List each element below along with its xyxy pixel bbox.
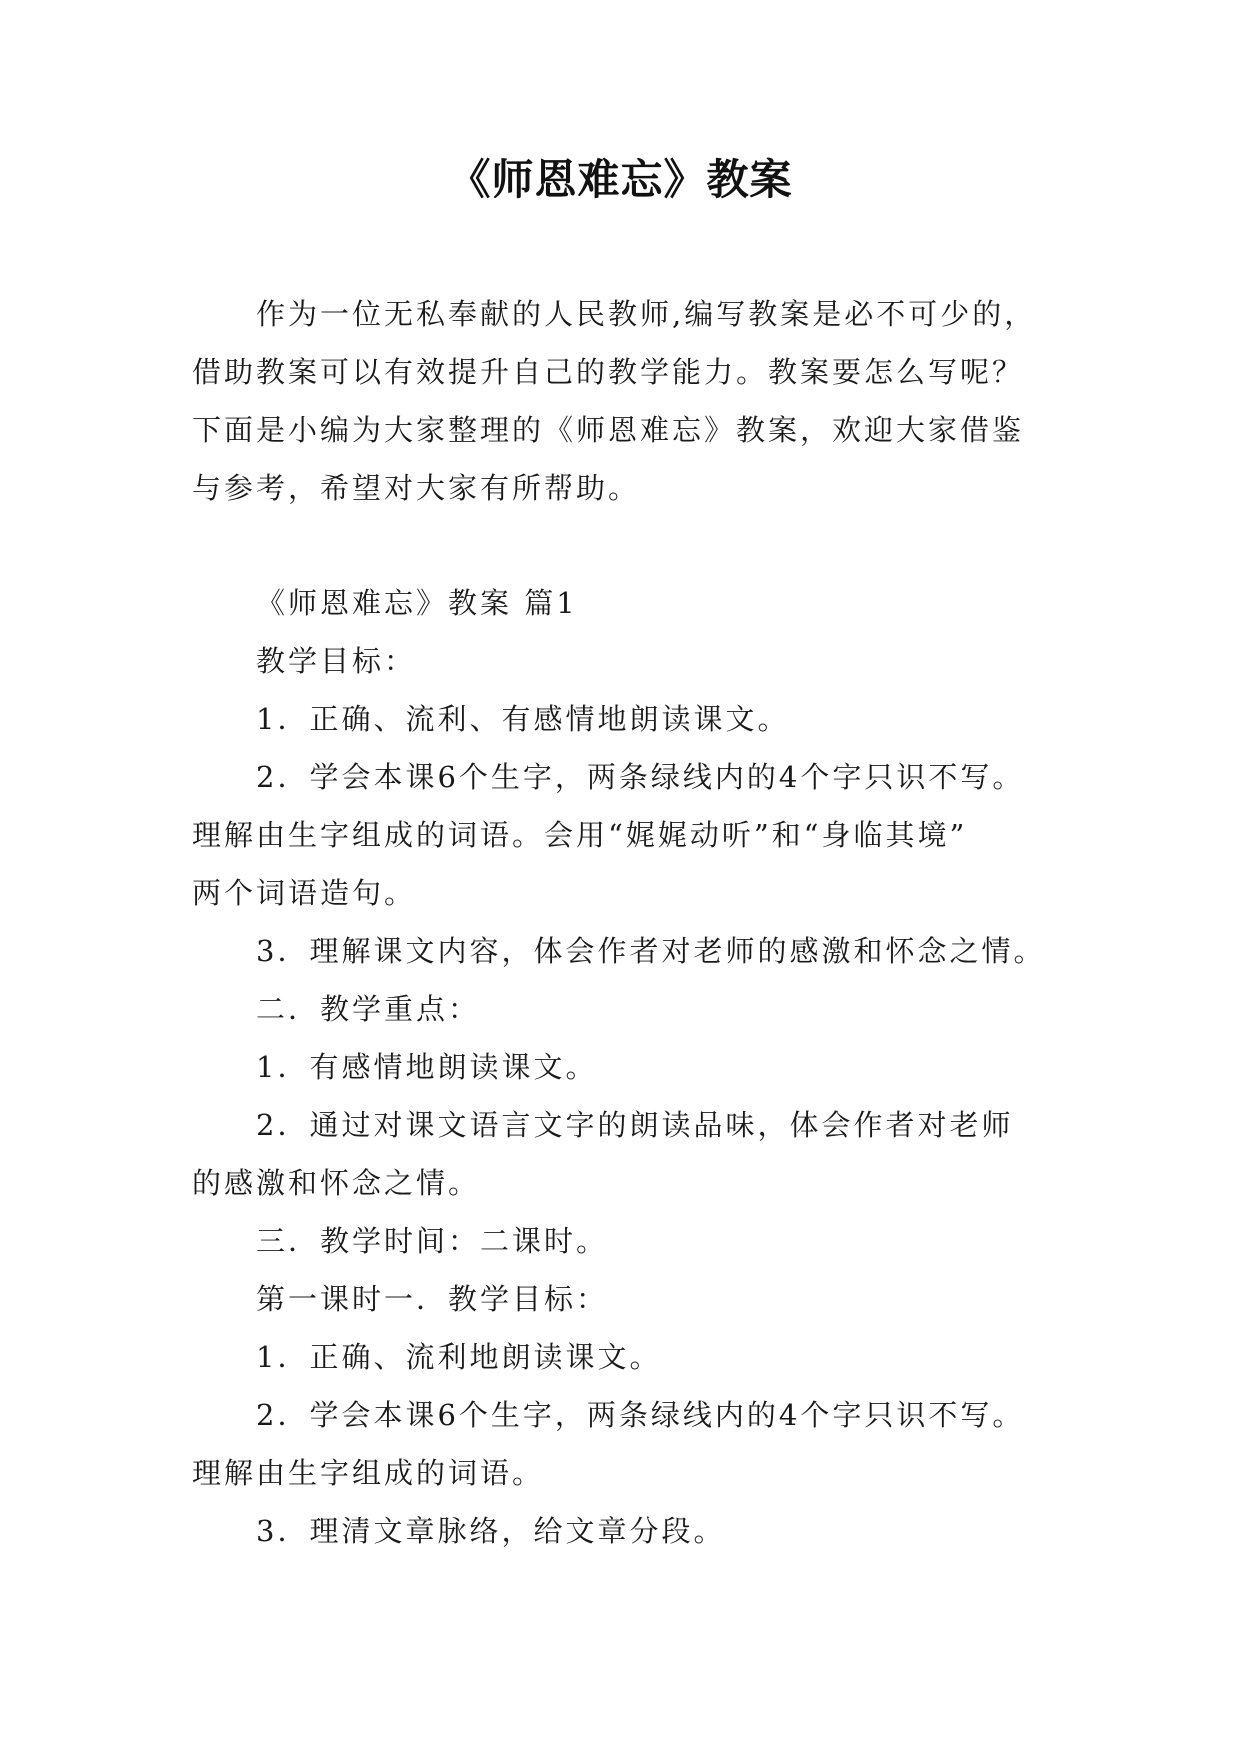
- lesson-plan-body: [192, 574, 1092, 1560]
- body-line: 3．理解课文内容，体会作者对老师的感激和怀念之情。: [256, 934, 1046, 968]
- body-line: 第一课时一．教学目标：: [256, 1282, 609, 1316]
- section-heading: 《师恩难忘》教案 篇1: [256, 586, 578, 620]
- body-line: 教学目标：: [256, 644, 417, 678]
- body-line: 1．正确、流利地朗读课文。: [256, 1340, 662, 1374]
- intro-line: 与参考，希望对大家有所帮助。: [192, 471, 641, 505]
- intro-line: 作为一位无私奉献的人民教师,编写教案是必不可少的，: [256, 297, 1037, 331]
- body-line: 两个词语造句。: [192, 876, 417, 910]
- body-line: 2．学会本课6个生字，两条绿线内的4个字只识不写。: [256, 1398, 1025, 1432]
- intro-line: 借助教案可以有效提升自己的教学能力。教案要怎么写呢？: [192, 355, 1025, 389]
- body-line: 的感激和怀念之情。: [192, 1166, 481, 1200]
- body-line: 1．正确、流利、有感情地朗读课文。: [256, 702, 790, 736]
- body-line: 1．有感情地朗读课文。: [256, 1050, 598, 1084]
- document-title: 《师恩难忘》教案: [448, 155, 793, 204]
- body-line: 理解由生字组成的词语。: [192, 1456, 545, 1490]
- intro-line: 下面是小编为大家整理的《师恩难忘》教案，欢迎大家借鉴: [192, 413, 1025, 447]
- body-line: 3．理清文章脉络，给文章分段。: [256, 1514, 726, 1548]
- intro-paragraph: [192, 285, 1072, 517]
- body-line: 二．教学重点：: [256, 992, 481, 1026]
- body-line: 三．教学时间：二课时。: [256, 1224, 609, 1258]
- body-line: 2．学会本课6个生字，两条绿线内的4个字只识不写。: [256, 760, 1025, 794]
- body-line: 理解由生字组成的词语。会用“娓娓动听”和“身临其境”: [192, 818, 968, 852]
- body-line: 2．通过对课文语言文字的朗读品味，体会作者对老师: [256, 1108, 1014, 1142]
